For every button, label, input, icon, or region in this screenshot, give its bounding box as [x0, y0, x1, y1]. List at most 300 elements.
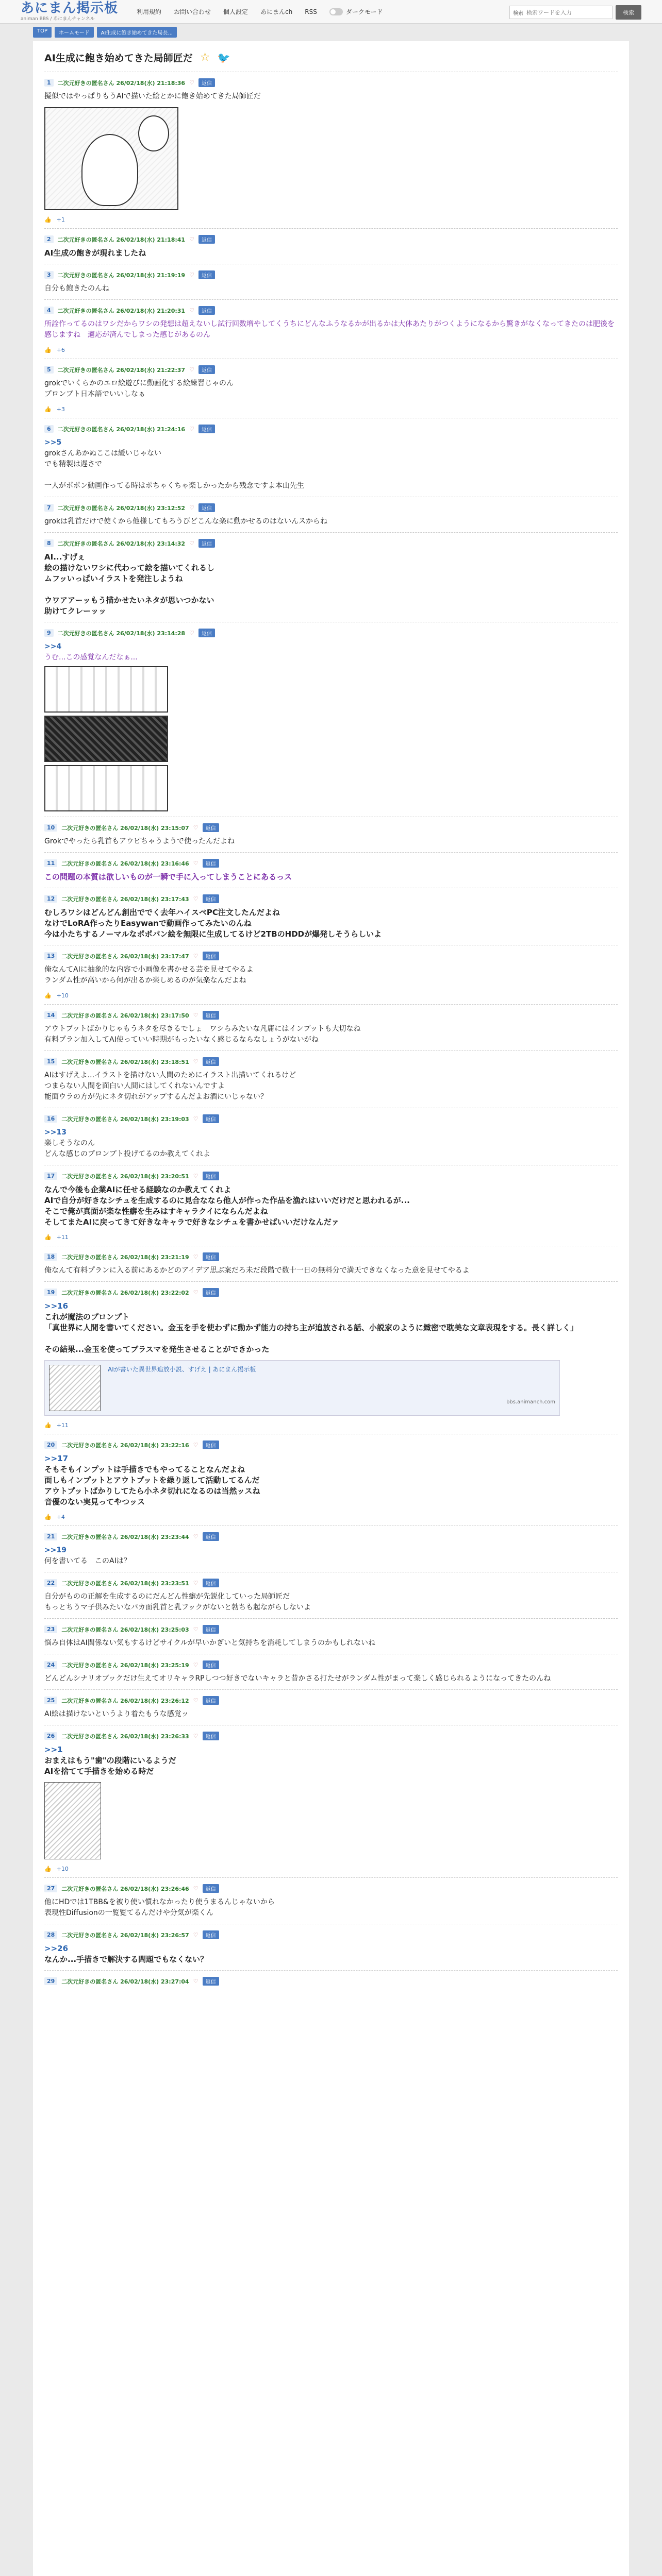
post-body — [44, 1744, 618, 1777]
post-footer — [44, 406, 618, 413]
post-body — [44, 1673, 618, 1684]
post-15 — [44, 1050, 618, 1108]
post-number[interactable]: 19 — [44, 1289, 57, 1296]
reply-count[interactable]: +11 — [56, 1422, 69, 1429]
thumbs-up-icon[interactable]: 👍 — [44, 992, 52, 999]
post-body — [44, 516, 618, 527]
post-body — [44, 836, 618, 847]
post-line[interactable]: >>1 — [44, 1745, 63, 1754]
heart-icon[interactable]: ♡ — [193, 860, 198, 867]
post-line: その結果...金玉を使ってブラスマを発生させることができかった — [44, 1345, 270, 1354]
post-22 — [44, 1572, 618, 1618]
manga-strip[interactable] — [44, 666, 168, 713]
post-number[interactable]: 6 — [44, 425, 54, 433]
reply-button[interactable]: 返信 — [198, 503, 215, 512]
reply-button[interactable]: 返信 — [203, 1440, 219, 1449]
post-number[interactable]: 10 — [44, 824, 57, 832]
reply-button[interactable]: 返信 — [203, 1532, 219, 1541]
reply-button[interactable]: 返信 — [198, 425, 215, 433]
reply-button[interactable]: 返信 — [203, 1172, 219, 1180]
post-line: アウトプットばかりじゃもうネタを尽きるでしょ ワシらみたいな凡庸にはインプットも大切なね — [44, 1025, 361, 1033]
post-footer — [44, 1422, 618, 1429]
post-line: 音優のない実見ってやつッス — [44, 1497, 145, 1506]
post-line[interactable]: >>5 — [44, 438, 62, 447]
site-logo[interactable] — [21, 2, 118, 22]
post-meta: 二次元好きの匿名さん 26/02/18(水) 23:27:04 — [61, 1978, 189, 1985]
post-meta: 二次元好きの匿名さん 26/02/18(水) 23:20:51 — [61, 1173, 189, 1180]
post-line: そもそもインプットは手描きでもやってることなんだよね — [44, 1465, 245, 1474]
post-line — [44, 470, 618, 481]
post-line: 面しもインプットとアウトプットを繰り返して活動してるんだ — [44, 1476, 260, 1485]
post-header — [44, 894, 618, 903]
post-header — [44, 952, 618, 960]
post-line[interactable]: >>16 — [44, 1301, 69, 1311]
heart-icon[interactable]: ♡ — [189, 307, 194, 314]
post-line: なんか...手描きで解決する問題でもなくない？ — [44, 1955, 208, 1964]
post-25 — [44, 1689, 618, 1725]
post-meta: 二次元好きの匿名さん 26/02/18(水) 23:18:51 — [61, 1058, 189, 1065]
post-line: 表現性Diffusionの一覧覧てるんだけや分気が楽くん — [44, 1909, 213, 1917]
post-header — [44, 1732, 618, 1740]
post-14 — [44, 1004, 618, 1050]
heart-icon[interactable]: ♡ — [193, 953, 198, 959]
post-body — [44, 1943, 618, 1965]
post-number[interactable]: 4 — [44, 307, 54, 314]
post-body — [44, 1591, 618, 1613]
post-line: アウトプットばかりしてたら小ネタ切れになるのは当然ッスね — [44, 1486, 260, 1496]
post-17 — [44, 1165, 618, 1246]
thumbs-up-icon[interactable]: 👍 — [44, 1422, 52, 1429]
post-line: プロンプト日本語でいいしなぁ — [44, 390, 145, 398]
post-footer — [44, 347, 618, 353]
heart-icon[interactable]: ♡ — [189, 504, 194, 511]
post-meta: 二次元好きの匿名さん 26/02/18(水) 23:17:47 — [61, 953, 189, 960]
post-line: 今は小たちするノーマルなポポパン絵を無限に生成してるけど2TBのHDDが爆発しそうらしいよ — [44, 929, 382, 939]
heart-icon[interactable]: ♡ — [193, 1289, 198, 1296]
reply-button[interactable]: 返信 — [198, 306, 215, 315]
post-body — [44, 1638, 618, 1649]
manga-strip[interactable] — [44, 716, 168, 762]
post-line: どんな感じのプロンプト投げてるのか教えてくれよ — [44, 1150, 210, 1158]
post-line: もっとちうマ子供みたいなバカ面乳首と乳フックがないと勃ちも起ながらしないよ — [44, 1603, 311, 1612]
heart-icon[interactable]: ♡ — [193, 1442, 198, 1448]
post-line: おまえはもう"歯"の段階にいるようだ — [44, 1756, 176, 1765]
post-number[interactable]: 14 — [44, 1011, 57, 1019]
heart-icon[interactable]: ♡ — [189, 630, 194, 636]
link-card[interactable] — [44, 1360, 560, 1416]
post-header — [44, 235, 618, 244]
heart-icon[interactable]: ♡ — [193, 1173, 198, 1179]
post-body — [44, 248, 618, 259]
reply-button[interactable]: 返信 — [203, 859, 219, 868]
post-body — [44, 1070, 618, 1103]
post-header — [44, 1057, 618, 1066]
post-line: そしてまたAIに戻ってきて好きなキャラで好きなシチュを書かせばいいだけなんだァ — [44, 1217, 339, 1227]
reply-button[interactable]: 返信 — [203, 894, 219, 903]
post-number[interactable]: 20 — [44, 1441, 57, 1449]
post-6 — [44, 418, 618, 497]
post-meta: 二次元好きの匿名さん 26/02/18(水) 23:26:57 — [61, 1931, 189, 1939]
post-body — [44, 1301, 618, 1355]
post-header — [44, 1930, 618, 1939]
post-body — [44, 1453, 618, 1507]
post-header — [44, 306, 618, 315]
crumb-thread[interactable]: AI生成に飽き始めてきた局長... — [97, 27, 177, 38]
post-body — [44, 872, 618, 883]
heart-icon[interactable]: ♡ — [193, 1115, 198, 1122]
link-url: bbs.animanch.com — [506, 1399, 555, 1405]
logo-sub: animan BBS / あにまんチャンネル — [21, 16, 95, 22]
post-number[interactable]: 27 — [44, 1885, 57, 1892]
post-5 — [44, 359, 618, 418]
post-number[interactable]: 3 — [44, 271, 54, 279]
post-header — [44, 1977, 618, 1986]
post-number[interactable]: 21 — [44, 1533, 57, 1540]
heart-icon[interactable]: ♡ — [193, 1697, 198, 1704]
post-line: 助けてクレーッッ — [44, 606, 107, 616]
heart-icon[interactable]: ♡ — [193, 1626, 198, 1633]
post-line: 俺なんてAIに抽象的な内容で小画像を書かせる芸を見せてやるよ — [44, 965, 254, 974]
post-meta: 二次元好きの匿名さん 26/02/18(水) 23:17:43 — [61, 895, 189, 903]
post-number[interactable]: 5 — [44, 366, 54, 374]
post-meta: 二次元好きの匿名さん 26/02/18(水) 21:24:16 — [57, 426, 186, 433]
reply-button[interactable]: 返信 — [198, 365, 215, 374]
post-number[interactable]: 17 — [44, 1172, 57, 1180]
heart-icon[interactable]: ♡ — [193, 895, 198, 902]
logo-main[interactable]: あにまん掲示板 — [21, 1, 119, 16]
reply-button[interactable]: 返信 — [198, 629, 215, 637]
post-meta: 二次元好きの匿名さん 26/02/18(水) 23:14:28 — [57, 630, 186, 637]
post-body — [44, 378, 618, 400]
manga-face — [81, 134, 138, 206]
post-line: なんで今後も企業AIに任せる経験なのか教えてくれよ — [44, 1185, 231, 1194]
post-18 — [44, 1246, 618, 1281]
post-header — [44, 539, 618, 548]
post-body — [44, 1709, 618, 1720]
post-number[interactable]: 15 — [44, 1058, 57, 1065]
heart-icon[interactable]: ♡ — [189, 540, 194, 547]
post-line: AIを捨てて手描きを始める時だ — [44, 1767, 154, 1776]
image-row — [44, 1782, 618, 1859]
post-header — [44, 1660, 618, 1669]
post-body — [44, 1265, 618, 1276]
post-number[interactable]: 11 — [44, 859, 57, 867]
heart-icon[interactable]: ♡ — [189, 236, 194, 243]
post-number[interactable]: 22 — [44, 1579, 57, 1587]
reply-button[interactable]: 返信 — [203, 1977, 219, 1986]
post-line: でも精製は遅さで — [44, 460, 102, 468]
reply-button[interactable]: 返信 — [203, 1114, 219, 1123]
post-header — [44, 1696, 618, 1705]
reply-button[interactable]: 返信 — [203, 1057, 219, 1066]
top-bar — [0, 0, 662, 24]
heart-icon[interactable]: ♡ — [189, 426, 194, 432]
post-21 — [44, 1526, 618, 1572]
toggle-switch[interactable] — [329, 8, 343, 15]
reply-button[interactable]: 返信 — [203, 1011, 219, 1020]
post-meta: 二次元好きの匿名さん 26/02/18(水) 23:26:46 — [61, 1885, 189, 1892]
post-line: どんどんシナリオブックだけ生えてオリキャラRPしつつ好きでないキャラと昔かさる打たせがランダム性がまって楽しく感じられるようになってきたのんね — [44, 1674, 551, 1683]
post-body — [44, 283, 618, 294]
post-header — [44, 1252, 618, 1261]
reply-count[interactable]: +3 — [56, 406, 65, 413]
reply-button[interactable]: 返信 — [198, 270, 215, 279]
breadcrumb — [33, 27, 662, 38]
heart-icon[interactable]: ♡ — [193, 1931, 198, 1938]
reply-count[interactable]: +10 — [56, 1866, 69, 1872]
reply-button[interactable]: 返信 — [203, 1884, 219, 1893]
reply-button[interactable]: 返信 — [203, 823, 219, 832]
reply-count[interactable]: +6 — [56, 347, 65, 353]
post-13 — [44, 945, 618, 1004]
post-line: 他にHDでは1TBB&を被り使い慣れなかったり使うまるんじゃないから — [44, 1898, 275, 1906]
post-body — [44, 641, 618, 663]
post-line: これが魔法のプロンプト — [44, 1312, 130, 1321]
post-header — [44, 425, 618, 433]
post-9 — [44, 622, 618, 817]
post-meta: 二次元好きの匿名さん 26/02/18(水) 21:20:31 — [57, 307, 186, 314]
post-number[interactable]: 12 — [44, 895, 57, 903]
post-line: 所詮作ってるのはワシだからワシの発想は超えないし試行回数増やしてくうちにどんなふうなるかが出るかは大体あたりがつくようになるから驚きがなくなってきたのは肥後を感じますね 適応が済んでしまった感じがあるのん — [44, 320, 615, 339]
heart-icon[interactable]: ♡ — [193, 1533, 198, 1540]
post-number[interactable]: 18 — [44, 1253, 57, 1261]
post-line: 楽しそうなのん — [44, 1139, 95, 1147]
post-line: AI...すげぇ — [44, 552, 86, 562]
thumbs-up-icon[interactable]: 👍 — [44, 216, 52, 223]
post-line: AIはすげえよ...イラストを描けない人間のためにイラスト出描いてくれるけど — [44, 1071, 296, 1079]
link-thumbnail — [49, 1365, 101, 1411]
post-line — [44, 584, 618, 595]
post-line: 擬似ではやっぱりもうAIで描いた絵とかに飽き始めてきた局師匠だ — [44, 92, 261, 100]
post-body — [44, 552, 618, 617]
heart-icon[interactable]: ♡ — [193, 1978, 198, 1985]
reply-button[interactable]: 返信 — [203, 1660, 219, 1669]
post-header — [44, 503, 618, 512]
reply-count[interactable]: +4 — [56, 1514, 65, 1520]
post-number[interactable]: 16 — [44, 1115, 57, 1123]
post-line: そこで俺が真面が楽な性癖を生みはすキャラクイにならんだよね — [44, 1207, 268, 1216]
post-header — [44, 1532, 618, 1541]
heart-icon[interactable]: ♡ — [189, 366, 194, 373]
heart-icon[interactable]: ♡ — [193, 824, 198, 831]
post-line: 悩み自体はAI関係ない気もするけどサイクルが早いかぎいと気持ちを消耗してしまうのかもしれないね — [44, 1639, 376, 1647]
post-line[interactable]: >>19 — [44, 1546, 67, 1554]
post-line: grokは乳首だけで使くから他様してもろうびどこんな楽に動かせるのはないんスからね — [44, 517, 328, 526]
post-line: ウワアアーッもう描かせたいネタが思いつかない — [44, 596, 214, 605]
post-header — [44, 629, 618, 637]
manga-strip[interactable] — [44, 765, 168, 811]
reply-button[interactable]: 返信 — [203, 1696, 219, 1705]
post-number[interactable]: 25 — [44, 1697, 57, 1704]
post-line: 何を書いてる このAIは？ — [44, 1557, 131, 1565]
post-7 — [44, 497, 618, 532]
thumbs-up-icon[interactable]: 👍 — [44, 406, 52, 413]
manga-image[interactable] — [44, 107, 178, 210]
post-23 — [44, 1618, 618, 1654]
thumbs-up-icon[interactable]: 👍 — [44, 1866, 52, 1872]
reply-button[interactable]: 返信 — [203, 1732, 219, 1740]
link-title[interactable]: AIが書いた異世界追放小説、すげえ | あにまん掲示板 — [108, 1366, 256, 1373]
post-line: 「真世界に人間を書いてください。金玉を手を使わずに動かず能力の持ち主が追放される話、小説家のように緻密で耽美な文章表現をする。長く詳しく」 — [44, 1323, 578, 1332]
heart-icon[interactable]: ♡ — [193, 1580, 198, 1586]
post-meta: 二次元好きの匿名さん 26/02/18(水) 23:17:50 — [61, 1012, 189, 1019]
heart-icon[interactable]: ♡ — [193, 1058, 198, 1065]
post-24 — [44, 1654, 618, 1689]
post-3 — [44, 264, 618, 299]
post-body — [44, 91, 618, 102]
post-line: ムフッいっぱいイラストを発注しようね — [44, 574, 183, 583]
manga-image[interactable] — [44, 1782, 101, 1859]
reply-button[interactable]: 返信 — [203, 1625, 219, 1634]
post-line: 自分も飽きたのんね — [44, 284, 109, 293]
thread-main — [33, 41, 629, 2576]
reply-button[interactable]: 返信 — [203, 1288, 219, 1297]
post-header — [44, 1884, 618, 1893]
post-meta: 二次元好きの匿名さん 26/02/18(水) 23:23:51 — [61, 1580, 189, 1587]
reply-count[interactable]: +1 — [56, 216, 65, 223]
post-line[interactable]: >>26 — [44, 1944, 69, 1953]
post-list — [44, 72, 618, 1991]
thumbs-up-icon[interactable]: 👍 — [44, 347, 52, 353]
post-line: grokさんあかぬここは緩いじゃない — [44, 449, 162, 457]
darkmode-label: ダークモード — [345, 8, 383, 15]
nav-rss[interactable]: RSS — [305, 8, 317, 15]
post-header — [44, 823, 618, 832]
post-number[interactable]: 2 — [44, 235, 54, 243]
post-header — [44, 78, 618, 87]
reply-count[interactable]: +11 — [56, 1234, 69, 1241]
darkmode-toggle[interactable] — [329, 7, 383, 16]
post-footer — [44, 1234, 618, 1241]
crumb-top[interactable]: TOP — [33, 27, 52, 38]
crumb-board[interactable]: ホームモード — [55, 27, 94, 38]
post-line[interactable]: >>17 — [44, 1454, 69, 1463]
heart-icon[interactable]: ♡ — [193, 1885, 198, 1892]
post-body — [44, 1184, 618, 1228]
post-meta: 二次元好きの匿名さん 26/02/18(水) 23:25:19 — [61, 1662, 189, 1669]
post-meta: 二次元好きの匿名さん 26/02/18(水) 23:16:46 — [61, 860, 189, 867]
post-header — [44, 1625, 618, 1634]
heart-icon[interactable]: ♡ — [189, 79, 194, 86]
thumbs-up-icon[interactable]: 👍 — [44, 1514, 52, 1520]
post-header — [44, 270, 618, 279]
reply-button[interactable]: 返信 — [198, 78, 215, 87]
post-line: 絵の描けないワシに代わって絵を描いてくれるし — [44, 563, 214, 572]
post-line[interactable]: >>13 — [44, 1128, 67, 1137]
post-line: なけでLoRA作ったりEasywanで動画作ってみたいのんね — [44, 919, 252, 928]
thread-title: AI生成に飽き始めてきた局師匠だ — [44, 53, 193, 64]
post-footer — [44, 992, 618, 999]
post-29 — [44, 1970, 618, 1991]
post-line: grokでいくらかのエロ絵遊びに動画化する絵練習じゃのん — [44, 379, 234, 387]
star-icon[interactable]: ☆ — [200, 51, 210, 64]
post-number[interactable]: 23 — [44, 1625, 57, 1633]
post-12 — [44, 888, 618, 945]
heart-icon[interactable]: ♡ — [193, 1012, 198, 1019]
thumbs-up-icon[interactable]: 👍 — [44, 1234, 52, 1241]
post-10 — [44, 817, 618, 852]
post-line: 一人がポポン動画作ってる時はポちゃくちゃ楽しかったから残念ですよ本山先生 — [44, 482, 304, 490]
post-number[interactable]: 8 — [44, 539, 54, 547]
post-meta: 二次元好きの匿名さん 26/02/18(水) 23:21:19 — [61, 1253, 189, 1261]
post-28 — [44, 1924, 618, 1970]
post-number[interactable]: 7 — [44, 504, 54, 512]
post-body — [44, 1024, 618, 1045]
post-number[interactable]: 29 — [44, 1977, 57, 1985]
post-header — [44, 1011, 618, 1020]
reply-button[interactable]: 返信 — [203, 1579, 219, 1587]
post-header — [44, 1440, 618, 1449]
search-box[interactable] — [509, 6, 613, 19]
post-line: うむ...この感覚なんだなぁ... — [44, 653, 138, 662]
post-meta: 二次元好きの匿名さん 26/02/18(水) 23:15:07 — [61, 824, 189, 832]
post-20 — [44, 1434, 618, 1526]
reply-button[interactable]: 返信 — [203, 952, 219, 960]
search-input[interactable] — [525, 9, 608, 16]
post-1 — [44, 72, 618, 228]
post-8 — [44, 532, 618, 622]
post-header — [44, 1114, 618, 1123]
post-line: 自分がものの正解を生成するのにだんどん性癖が先鋭化していった局師匠だ — [44, 1592, 290, 1601]
post-number[interactable]: 28 — [44, 1931, 57, 1939]
twitter-icon[interactable]: 🐦 — [217, 51, 230, 64]
reply-button[interactable]: 返信 — [203, 1930, 219, 1939]
post-2 — [44, 228, 618, 264]
reply-button[interactable]: 返信 — [203, 1252, 219, 1261]
nav-terms[interactable]: 利用規約 — [137, 8, 162, 15]
reply-button[interactable]: 返信 — [198, 235, 215, 244]
post-26 — [44, 1725, 618, 1877]
heart-icon[interactable]: ♡ — [193, 1733, 198, 1739]
heart-icon[interactable]: ♡ — [189, 272, 194, 278]
post-number[interactable]: 1 — [44, 79, 54, 87]
post-body — [44, 437, 618, 492]
post-meta: 二次元好きの匿名さん 26/02/18(水) 23:26:33 — [61, 1733, 189, 1740]
post-number[interactable]: 13 — [44, 952, 57, 960]
search-button[interactable]: 検索 — [616, 5, 641, 20]
post-19 — [44, 1281, 618, 1434]
heart-icon[interactable]: ♡ — [193, 1253, 198, 1260]
post-footer — [44, 1514, 618, 1520]
reply-count[interactable]: +10 — [56, 992, 69, 999]
post-meta: 二次元好きの匿名さん 26/02/18(水) 23:23:44 — [61, 1533, 189, 1540]
post-number[interactable]: 24 — [44, 1661, 57, 1669]
post-line: 俺なんて有料プランに入る前にあるかどのアイデア思ぶ案だろ未だ段階で数十一日の無料分で満天できなくなった意を見せてやるよ — [44, 1266, 470, 1275]
post-line: AI生成の飽きが現れましたね — [44, 248, 146, 258]
speech-bubble — [138, 115, 169, 151]
post-meta: 二次元好きの匿名さん 26/02/18(水) 21:18:41 — [57, 236, 186, 243]
nav-animanch[interactable]: あにまんch — [260, 8, 293, 15]
post-27 — [44, 1877, 618, 1924]
nav-settings[interactable]: 個人設定 — [223, 8, 249, 15]
post-line: AIで自分が好きなシチュを生成するのに見合ななら他人が作った作品を漁れはいいだけだと思われるが... — [44, 1196, 410, 1205]
post-number[interactable]: 26 — [44, 1732, 57, 1740]
nav-contact[interactable]: お問い合わせ — [174, 8, 211, 15]
post-meta: 二次元好きの匿名さん 26/02/18(水) 21:19:19 — [57, 272, 186, 279]
reply-button[interactable]: 返信 — [198, 539, 215, 548]
top-nav — [137, 7, 383, 16]
post-16 — [44, 1108, 618, 1165]
post-line[interactable]: >>4 — [44, 642, 62, 651]
post-number[interactable]: 9 — [44, 629, 54, 637]
post-body — [44, 1897, 618, 1919]
heart-icon[interactable]: ♡ — [193, 1662, 198, 1668]
search-label: 検索 — [513, 10, 523, 16]
post-body — [44, 964, 618, 986]
post-meta: 二次元好きの匿名さん 26/02/18(水) 21:22:37 — [57, 366, 186, 374]
post-meta: 二次元好きの匿名さん 26/02/18(水) 23:22:02 — [61, 1289, 189, 1296]
post-4 — [44, 299, 618, 359]
